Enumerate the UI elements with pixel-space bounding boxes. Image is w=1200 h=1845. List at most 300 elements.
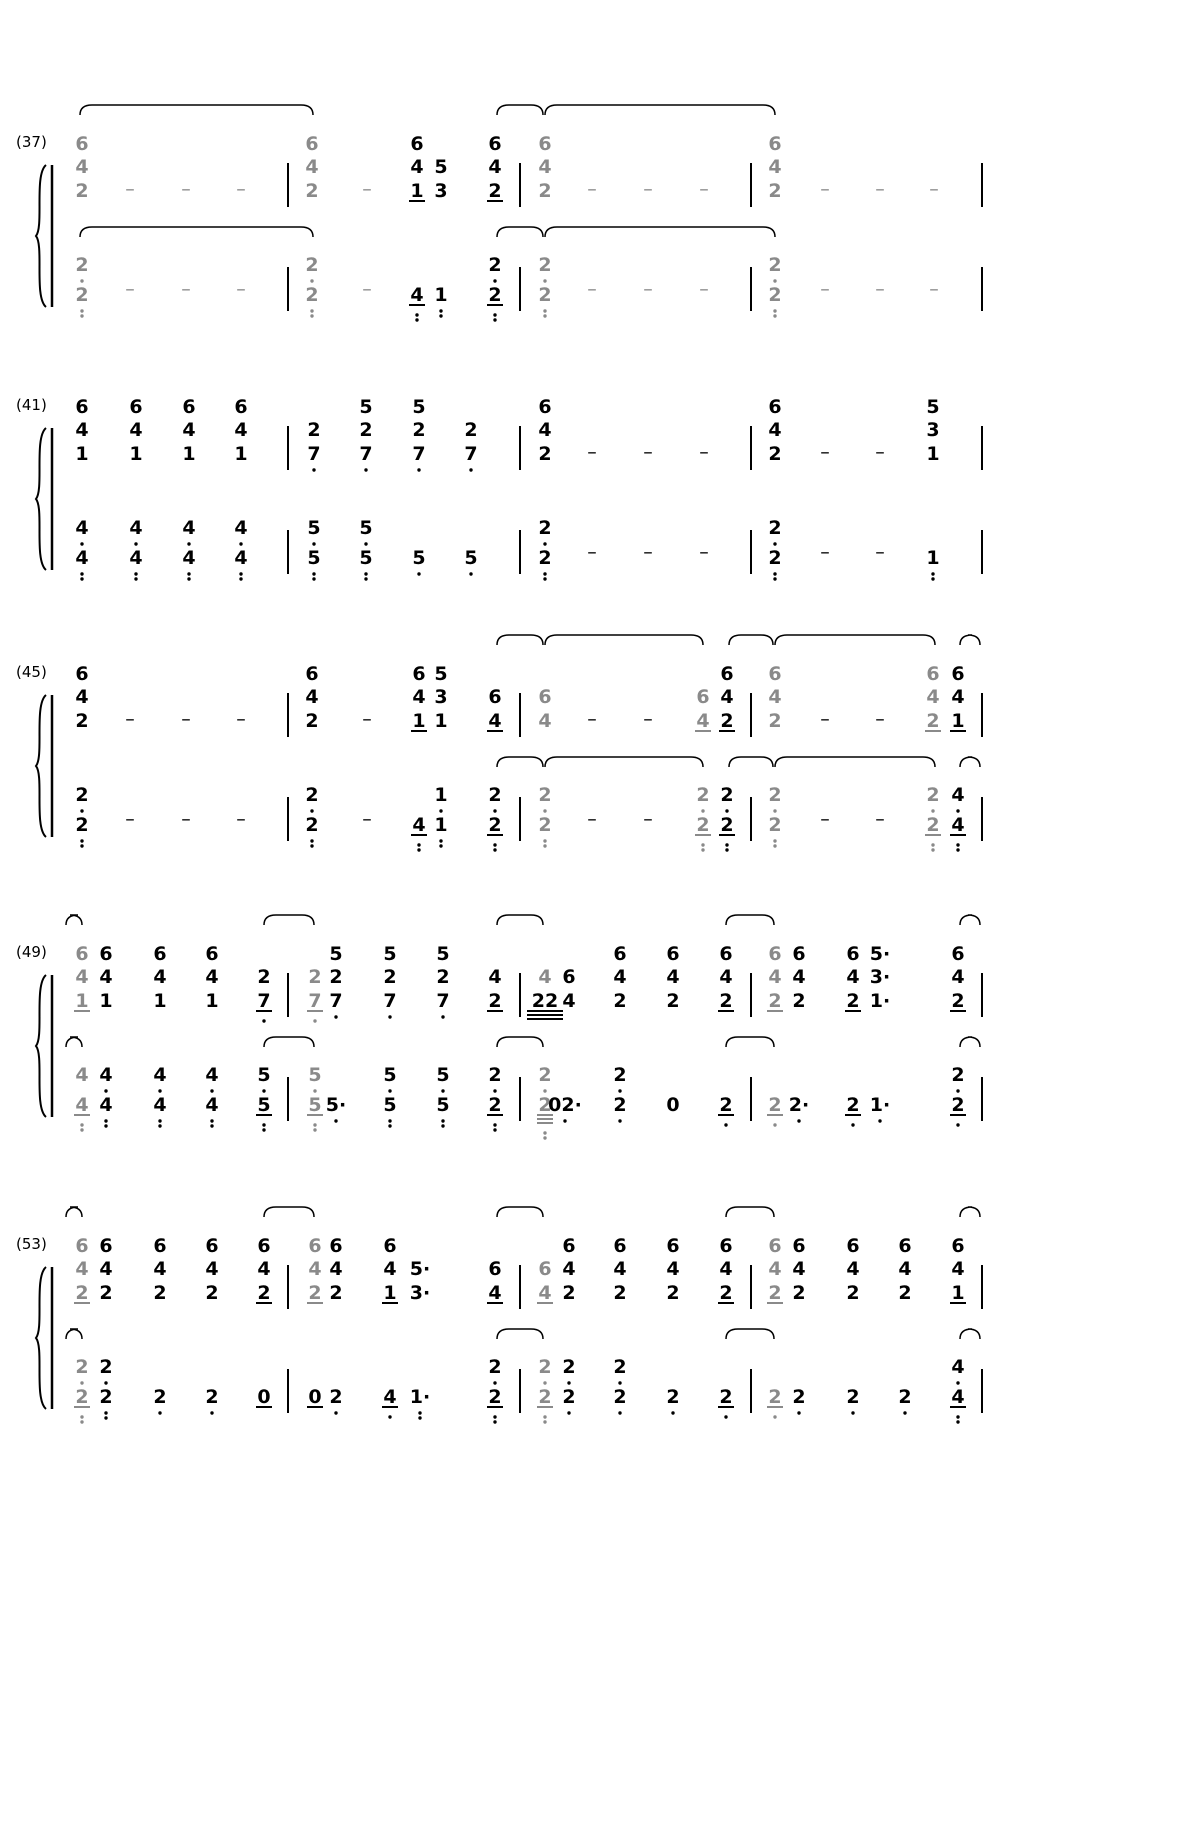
octave-dot xyxy=(931,843,934,846)
octave-dot xyxy=(104,1089,107,1092)
note: 2 xyxy=(792,1386,806,1408)
note: 4 xyxy=(951,1258,965,1280)
note: 2 xyxy=(768,1386,782,1408)
note: 2 xyxy=(768,814,782,836)
octave-dot xyxy=(388,1415,391,1418)
note: 2 xyxy=(951,1064,965,1086)
octave-dot xyxy=(80,1128,83,1131)
note: 2 xyxy=(666,990,680,1012)
tie-slur xyxy=(960,915,980,925)
octave-dot xyxy=(388,1124,391,1127)
note: 6 xyxy=(768,663,782,685)
note: 2 xyxy=(436,966,450,988)
octave-dot xyxy=(956,1089,959,1092)
octave-dot xyxy=(418,1411,421,1414)
note: 5 xyxy=(257,1094,271,1116)
octave-dot xyxy=(931,572,934,575)
octave-dot xyxy=(725,843,728,846)
note: 6 xyxy=(99,1235,113,1257)
note: 2 xyxy=(768,254,782,276)
octave-dot xyxy=(773,809,776,812)
note: 6 xyxy=(562,966,576,988)
note: 6 xyxy=(75,943,89,965)
note: 2 xyxy=(488,284,502,306)
octave-dot xyxy=(493,1123,496,1126)
note: 2 xyxy=(99,1386,113,1408)
octave-dot xyxy=(334,1119,337,1122)
note: 2 xyxy=(538,284,552,306)
note: 5 xyxy=(307,517,321,539)
octave-dot xyxy=(956,809,959,812)
note: 2 xyxy=(719,1094,733,1116)
note: 4 xyxy=(305,686,319,708)
octave-dot xyxy=(80,1415,83,1418)
note: 4 xyxy=(720,686,734,708)
hold-dash: – xyxy=(236,278,246,300)
octave-dot xyxy=(773,309,776,312)
note: 2 xyxy=(719,1282,733,1304)
tie-slur xyxy=(497,1329,543,1339)
note: 2 xyxy=(153,1386,167,1408)
note: 2 xyxy=(720,814,734,836)
note: 6 xyxy=(99,943,113,965)
tie-slur xyxy=(960,757,980,767)
note: 2 xyxy=(412,419,426,441)
note: 7 xyxy=(412,443,426,465)
octave-dot xyxy=(543,839,546,842)
hold-dash: – xyxy=(820,441,830,463)
note: 2 xyxy=(488,1386,502,1408)
note: 2 xyxy=(562,1282,576,1304)
note: 4 xyxy=(951,686,965,708)
tie-slur xyxy=(726,1207,774,1217)
note: 2 xyxy=(75,710,89,732)
note: 4 xyxy=(75,966,89,988)
note: 6 xyxy=(205,943,219,965)
octave-dot xyxy=(701,809,704,812)
note: 1 xyxy=(434,284,448,306)
note: 1 xyxy=(412,710,426,732)
hold-dash: – xyxy=(929,278,939,300)
note: 6 xyxy=(719,1235,733,1257)
octave-dot xyxy=(493,1381,496,1384)
note: 2 xyxy=(464,419,478,441)
note: 6 xyxy=(846,943,860,965)
note: 4 xyxy=(926,686,940,708)
note: 2 xyxy=(488,1094,502,1116)
note: 2 xyxy=(768,443,782,465)
piano-brace xyxy=(36,975,46,1117)
octave-dot xyxy=(618,1411,621,1414)
note: 3· xyxy=(869,966,891,988)
octave-dot xyxy=(104,1124,107,1127)
octave-dot xyxy=(80,839,83,842)
note: 2 xyxy=(75,254,89,276)
note: 4 xyxy=(562,990,576,1012)
octave-dot xyxy=(618,1381,621,1384)
note: 2 xyxy=(308,966,322,988)
note: 1 xyxy=(99,990,113,1012)
note: 2 xyxy=(488,814,502,836)
octave-dot xyxy=(80,1420,83,1423)
tie-slur xyxy=(545,105,775,115)
octave-dot xyxy=(313,1019,316,1022)
note: 2 xyxy=(305,180,319,202)
octave-dot xyxy=(187,572,190,575)
note: 2 xyxy=(898,1386,912,1408)
octave-dot xyxy=(187,577,190,580)
note: 4 xyxy=(329,1258,343,1280)
octave-dot xyxy=(313,1128,316,1131)
note: 4 xyxy=(768,1258,782,1280)
measure-number: (45) xyxy=(16,663,47,681)
note: 4 xyxy=(129,517,143,539)
octave-dot xyxy=(313,1123,316,1126)
note: 4 xyxy=(792,1258,806,1280)
octave-dot xyxy=(417,843,420,846)
note: 6 xyxy=(129,396,143,418)
octave-dot xyxy=(80,1123,83,1126)
octave-dot xyxy=(671,1411,674,1414)
note: 4 xyxy=(99,1064,113,1086)
note: 5 xyxy=(926,396,940,418)
octave-dot xyxy=(543,314,546,317)
note: 6 xyxy=(792,1235,806,1257)
note: 2 xyxy=(846,1386,860,1408)
octave-dot xyxy=(418,1416,421,1419)
note: 2 xyxy=(305,710,319,732)
measure-number: (37) xyxy=(16,133,47,151)
tie-slur xyxy=(66,1207,82,1217)
octave-dot xyxy=(493,1128,496,1131)
hold-dash: – xyxy=(362,278,372,300)
note: 2 xyxy=(305,254,319,276)
hold-dash: – xyxy=(699,278,709,300)
octave-dot xyxy=(724,1415,727,1418)
note: 5 xyxy=(383,943,397,965)
tie-slur xyxy=(775,635,935,645)
octave-dot xyxy=(543,542,546,545)
octave-dot xyxy=(104,1411,107,1414)
note: 2 xyxy=(488,254,502,276)
octave-dot xyxy=(80,844,83,847)
octave-dot xyxy=(931,577,934,580)
note: 6 xyxy=(153,943,167,965)
octave-dot xyxy=(543,577,546,580)
octave-dot xyxy=(158,1089,161,1092)
note: 4 xyxy=(412,814,426,836)
note: 6 xyxy=(488,133,502,155)
note: 1 xyxy=(951,710,965,732)
hold-dash: – xyxy=(875,441,885,463)
octave-dot xyxy=(797,1411,800,1414)
octave-dot xyxy=(262,1128,265,1131)
note: 6 xyxy=(257,1235,271,1257)
note: 1 xyxy=(234,443,248,465)
octave-dot xyxy=(567,1381,570,1384)
octave-dot xyxy=(210,1119,213,1122)
tie-slur xyxy=(497,915,543,925)
note: 4 xyxy=(75,1258,89,1280)
hold-dash: – xyxy=(587,808,597,830)
note: 1 xyxy=(383,1282,397,1304)
hold-dash: – xyxy=(181,708,191,730)
octave-dot xyxy=(439,314,442,317)
hold-dash: – xyxy=(181,808,191,830)
note: 2 xyxy=(205,1282,219,1304)
note: 4 xyxy=(488,156,502,178)
note: 6 xyxy=(383,1235,397,1257)
note: 3 xyxy=(926,419,940,441)
note: 6 xyxy=(75,396,89,418)
octave-dot xyxy=(701,843,704,846)
note: 2 xyxy=(383,966,397,988)
note: 4 xyxy=(488,1282,502,1304)
note: 4 xyxy=(99,1258,113,1280)
note: 4 xyxy=(75,156,89,178)
hold-dash: – xyxy=(236,808,246,830)
note: 3· xyxy=(409,1282,431,1304)
note: 2 xyxy=(205,1386,219,1408)
note: 7 xyxy=(257,990,271,1012)
note: 22 xyxy=(531,990,559,1012)
octave-dot xyxy=(312,572,315,575)
octave-dot xyxy=(543,1420,546,1423)
octave-dot xyxy=(618,1089,621,1092)
note: 2 xyxy=(75,814,89,836)
note: 6 xyxy=(768,133,782,155)
note: 4 xyxy=(75,517,89,539)
note: 4 xyxy=(768,966,782,988)
octave-dot xyxy=(724,1123,727,1126)
note: 2 xyxy=(538,1386,552,1408)
piano-brace xyxy=(36,695,46,837)
note: 2 xyxy=(488,180,502,202)
octave-dot xyxy=(797,1119,800,1122)
note: 2 xyxy=(768,180,782,202)
octave-dot xyxy=(469,468,472,471)
tie-slur xyxy=(264,1207,314,1217)
note: 5 xyxy=(308,1094,322,1116)
note: 6 xyxy=(951,943,965,965)
hold-dash: – xyxy=(587,278,597,300)
note: 6 xyxy=(720,663,734,685)
hold-dash: – xyxy=(929,178,939,200)
measure-number: (53) xyxy=(16,1235,47,1253)
note: 5 xyxy=(412,547,426,569)
note: 4 xyxy=(305,156,319,178)
note: 6 xyxy=(205,1235,219,1257)
octave-dot xyxy=(313,1089,316,1092)
note: 6 xyxy=(613,1235,627,1257)
octave-dot xyxy=(334,1015,337,1018)
note: 4 xyxy=(951,814,965,836)
note: 6 xyxy=(329,1235,343,1257)
octave-dot xyxy=(134,577,137,580)
note: 2 xyxy=(305,284,319,306)
note: 7 xyxy=(359,443,373,465)
tie-slur xyxy=(264,915,314,925)
note: 6 xyxy=(768,1235,782,1257)
note: 4 xyxy=(205,966,219,988)
note: 2 xyxy=(768,990,782,1012)
octave-dot xyxy=(80,309,83,312)
note: 2 xyxy=(926,814,940,836)
octave-dot xyxy=(80,577,83,580)
note: 5 xyxy=(436,1094,450,1116)
hold-dash: – xyxy=(820,541,830,563)
tie-slur xyxy=(80,105,313,115)
octave-dot xyxy=(543,1131,546,1134)
note: 7 xyxy=(436,990,450,1012)
note: 4 xyxy=(205,1094,219,1116)
note: 5 xyxy=(436,1064,450,1086)
note: 5 xyxy=(359,547,373,569)
octave-dot xyxy=(773,1123,776,1126)
note: 2 xyxy=(488,1064,502,1086)
hold-dash: – xyxy=(236,178,246,200)
note: 4 xyxy=(613,966,627,988)
note: 4 xyxy=(719,966,733,988)
note: 5 xyxy=(257,1064,271,1086)
hold-dash: – xyxy=(236,708,246,730)
note: 6 xyxy=(538,686,552,708)
note: 5 xyxy=(383,1064,397,1086)
note: 1 xyxy=(926,443,940,465)
octave-dot xyxy=(956,843,959,846)
tie-slur xyxy=(497,635,543,645)
note: 2 xyxy=(538,1356,552,1378)
octave-dot xyxy=(773,314,776,317)
octave-dot xyxy=(441,1124,444,1127)
hold-dash: – xyxy=(181,178,191,200)
note: 0 xyxy=(257,1386,271,1408)
note: 02· xyxy=(548,1094,582,1116)
tie-slur xyxy=(729,757,773,767)
hold-dash: – xyxy=(699,441,709,463)
note: 4 xyxy=(719,1258,733,1280)
note: 1· xyxy=(869,1094,891,1116)
octave-dot xyxy=(773,839,776,842)
hold-dash: – xyxy=(362,708,372,730)
note: 2 xyxy=(613,1064,627,1086)
note: 2 xyxy=(538,254,552,276)
hold-dash: – xyxy=(875,541,885,563)
octave-dot xyxy=(262,1089,265,1092)
octave-dot xyxy=(931,848,934,851)
octave-dot xyxy=(80,314,83,317)
note: 6 xyxy=(412,663,426,685)
octave-dot xyxy=(104,1416,107,1419)
octave-dot xyxy=(310,309,313,312)
octave-dot xyxy=(773,1415,776,1418)
note: 2 xyxy=(768,1282,782,1304)
octave-dot xyxy=(441,1089,444,1092)
measure-number: (41) xyxy=(16,396,47,414)
tie-slur xyxy=(497,757,543,767)
hold-dash: – xyxy=(643,808,653,830)
note: 2 xyxy=(75,284,89,306)
hold-dash: – xyxy=(699,541,709,563)
hold-dash: – xyxy=(362,808,372,830)
note: 2 xyxy=(153,1282,167,1304)
note: 4 xyxy=(696,710,710,732)
octave-dot xyxy=(312,577,315,580)
tie-slur xyxy=(66,1329,82,1339)
hold-dash: – xyxy=(125,178,135,200)
tie-slur xyxy=(729,635,773,645)
note: 2 xyxy=(720,784,734,806)
note: 6 xyxy=(538,396,552,418)
note: 2 xyxy=(488,990,502,1012)
octave-dot xyxy=(310,314,313,317)
note: 2 xyxy=(329,966,343,988)
note: 2 xyxy=(926,784,940,806)
octave-dot xyxy=(956,1415,959,1418)
note: 2 xyxy=(951,990,965,1012)
octave-dot xyxy=(134,572,137,575)
note: 2 xyxy=(562,1386,576,1408)
note: 2 xyxy=(846,1094,860,1116)
note: 4 xyxy=(538,1282,552,1304)
note: 1· xyxy=(409,1386,431,1408)
octave-dot xyxy=(469,572,472,575)
note: 6 xyxy=(768,396,782,418)
hold-dash: – xyxy=(875,708,885,730)
octave-dot xyxy=(493,809,496,812)
piano-brace xyxy=(36,165,46,307)
octave-dot xyxy=(312,542,315,545)
octave-dot xyxy=(417,468,420,471)
octave-dot xyxy=(956,1420,959,1423)
hold-dash: – xyxy=(875,278,885,300)
note: 2 xyxy=(696,784,710,806)
note: 4 xyxy=(951,966,965,988)
note: 4 xyxy=(898,1258,912,1280)
note: 4 xyxy=(410,156,424,178)
hold-dash: – xyxy=(875,808,885,830)
note: 2 xyxy=(792,990,806,1012)
note: 2 xyxy=(613,1094,627,1116)
note: 4 xyxy=(182,547,196,569)
octave-dot xyxy=(80,809,83,812)
note: 2 xyxy=(768,1094,782,1116)
tie-slur xyxy=(80,227,313,237)
octave-dot xyxy=(543,1089,546,1092)
note: 5 xyxy=(464,547,478,569)
octave-dot xyxy=(439,844,442,847)
note: 2 xyxy=(768,710,782,732)
octave-dot xyxy=(388,1015,391,1018)
note: 4 xyxy=(383,1258,397,1280)
octave-dot xyxy=(104,1119,107,1122)
hold-dash: – xyxy=(643,708,653,730)
note: 2 xyxy=(792,1282,806,1304)
note: 6 xyxy=(75,133,89,155)
note: 5 xyxy=(412,396,426,418)
note: 2 xyxy=(846,990,860,1012)
octave-dot xyxy=(543,279,546,282)
octave-dot xyxy=(310,809,313,812)
note: 5 xyxy=(329,943,343,965)
octave-dot xyxy=(239,572,242,575)
octave-dot xyxy=(493,313,496,316)
note: 6 xyxy=(488,1258,502,1280)
note: 6 xyxy=(305,663,319,685)
note: 1 xyxy=(205,990,219,1012)
hold-dash: – xyxy=(820,808,830,830)
note: 5· xyxy=(409,1258,431,1280)
